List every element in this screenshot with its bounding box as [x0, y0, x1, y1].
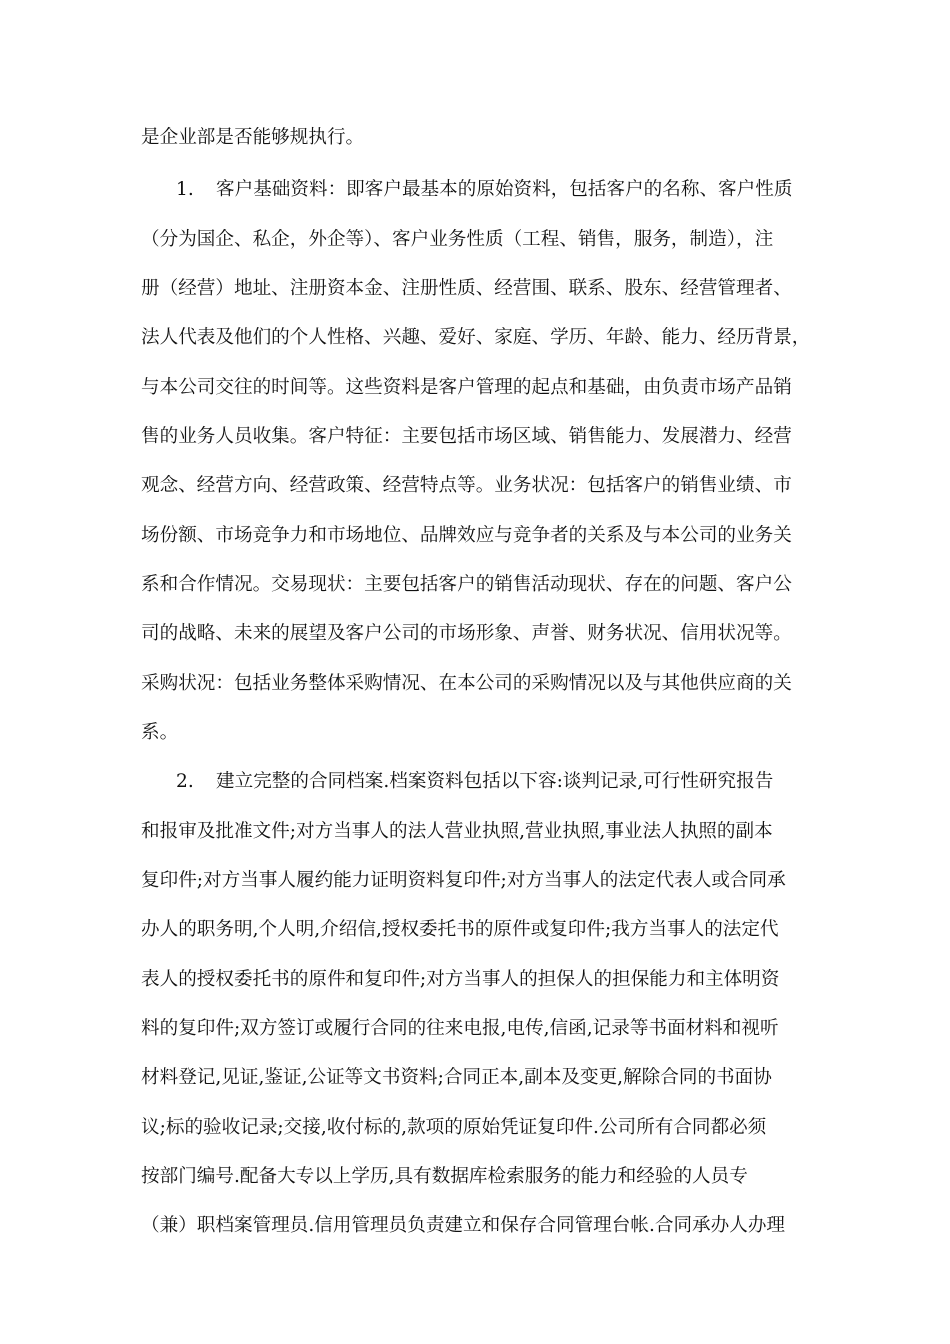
list-number: 1. — [176, 179, 194, 200]
text-line: 议;标的验收记录;交接,收付标的,款项的原始凭证复印件.公司所有合同都必须 — [141, 1117, 767, 1138]
list-number: 2. — [176, 771, 194, 792]
text-line: 办人的职务明,个人明,介绍信,授权委托书的原件或复印件;我方当事人的法定代 — [141, 919, 779, 940]
text-line: 售的业务人员收集。客户特征：主要包括市场区域、销售能力、发展潜力、经营 — [141, 426, 792, 447]
text-line: 场份额、市场竞争力和市场地位、品牌效应与竞争者的关系及与本公司的业务关 — [141, 525, 792, 546]
text-line: 按部门编号.配备大专以上学历,具有数据库检索服务的能力和经验的人员专 — [141, 1166, 748, 1187]
text-line: 表人的授权委托书的原件和复印件;对方当事人的担保人的担保能力和主体明资 — [141, 969, 780, 990]
list-item-1-first-line — [176, 178, 792, 202]
text-line: 册（经营）地址、注册资本金、注册性质、经营围、联系、股东、经营管理者、 — [141, 278, 792, 299]
text-line: 客户基础资料：即客户最基本的原始资料，包括客户的名称、客户性质 — [216, 179, 793, 200]
text-line: 司的战略、未来的展望及客户公司的市场形象、声誉、财务状况、信用状况等。 — [141, 623, 792, 644]
text-line: 料的复印件;双方签订或履行合同的往来电报,电传,信函,记录等书面材料和视听 — [141, 1018, 779, 1039]
text-line: 系和合作情况。交易现状：主要包括客户的销售活动现状、存在的问题、客户公 — [141, 574, 792, 595]
text-line: （分为国企、私企，外企等）、客户业务性质（工程、销售，服务，制造），注 — [141, 229, 774, 250]
text-line: 是企业部是否能够规执行。 — [141, 127, 365, 148]
text-line: 建立完整的合同档案.档案资料包括以下容:谈判记录,可行性研究报告 — [216, 771, 774, 792]
text-line: 采购状况：包括业务整体采购情况、在本公司的采购情况以及与其他供应商的关 — [141, 673, 792, 694]
text-line: 复印件;对方当事人履约能力证明资料复印件;对方当事人的法定代表人或合同承 — [141, 870, 786, 891]
list-item-2-first-line — [176, 770, 773, 794]
text-line: 系。 — [141, 722, 179, 743]
text-line: 法人代表及他们的个人性格、兴趣、爱好、家庭、学历、年龄、能力、经历背景， — [141, 327, 811, 348]
text-line: （兼）职档案管理员.信用管理员负责建立和保存合同管理台帐.合同承办人办理 — [141, 1215, 786, 1236]
text-line: 观念、经营方向、经营政策、经营特点等。业务状况：包括客户的销售业绩、市 — [141, 475, 792, 496]
text-line: 材料登记,见证,鉴证,公证等文书资料;合同正本,副本及变更,解除合同的书面协 — [141, 1067, 772, 1088]
text-line: 和报审及批准文件;对方当事人的法人营业执照,营业执照,事业法人执照的副本 — [141, 821, 773, 842]
text-line: 与本公司交往的时间等。这些资料是客户管理的起点和基础，由负责市场产品销 — [141, 377, 792, 398]
